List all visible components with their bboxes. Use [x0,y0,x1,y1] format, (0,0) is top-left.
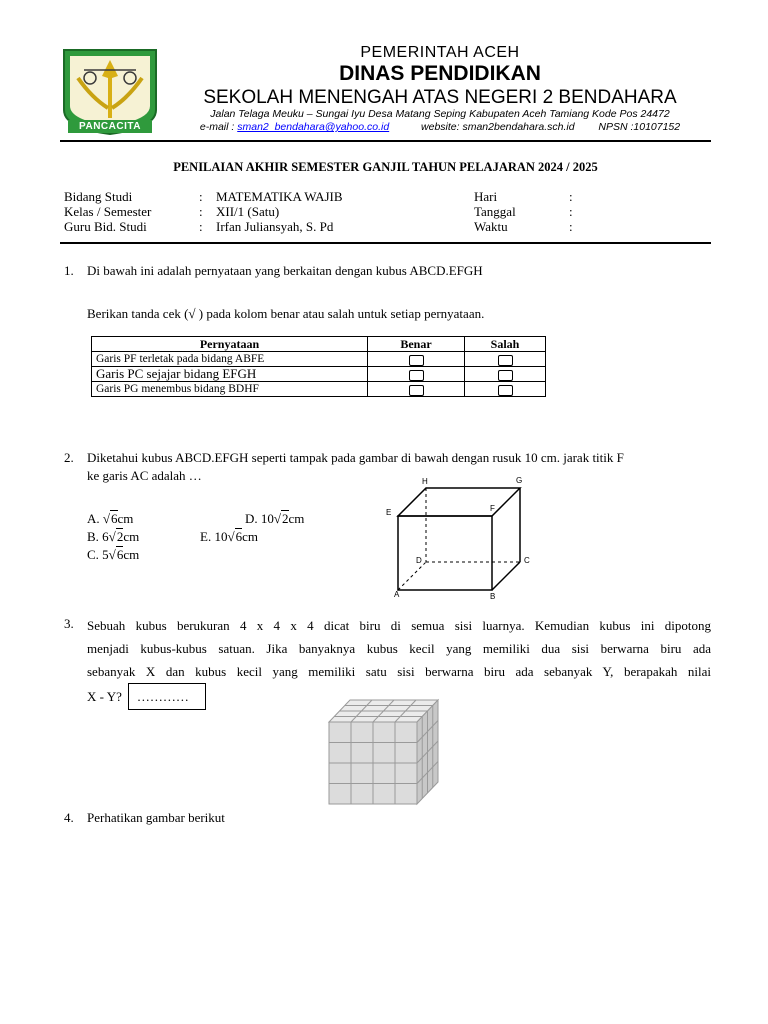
email-link[interactable]: sman2_bendahara@yahoo.co.id [237,121,390,133]
cube-diagram [380,474,540,602]
option-unit: cm [288,511,305,526]
option-a[interactable] [87,509,133,528]
option-e[interactable] [200,527,258,546]
option-coefficient: 10 [260,511,274,526]
statement-text: Garis PC sejajar bidang EFGH [92,367,368,382]
q4-number: 4. [64,810,74,825]
sqrt-icon: √6 [108,547,124,562]
radicand: 2 [116,529,124,544]
info-class-label: Kelas / Semester [64,204,152,219]
school-logo [62,48,158,136]
info-colon: : [569,204,573,219]
q3-line-3: sebanyak X dan kubus kecil yang memiliki satu sisi berwarna biru ada sebanyak Y, berapakah nilai [87,664,711,679]
info-time-label: Waktu [474,219,508,234]
option-coefficient: 5 [102,547,109,562]
true-checkbox[interactable] [409,385,424,396]
info-class-value: XII/1 (Satu) [216,204,280,219]
option-unit: cm [117,511,134,526]
q1-text: Di bawah ini adalah pernyataan yang berkaitan dengan kubus ABCD.EFGH [87,263,483,278]
info-colon: : [199,204,203,219]
option-unit: cm [123,529,140,544]
vertex-label-g: G [516,476,523,485]
option-label: D. [245,511,258,526]
logo-banner-text: PANCACITA [79,121,141,132]
false-checkbox[interactable] [498,355,513,366]
info-teacher-label: Guru Bid. Studi [64,219,147,234]
true-checkbox[interactable] [409,370,424,381]
school-address: Jalan Telaga Meuku – Sungai Iyu Desa Matang Seping Kabupaten Aceh Tamiang Kode Pos 24472 [210,108,670,120]
government-name: PEMERINTAH ACEH [360,44,520,61]
radicand: 6 [235,529,243,544]
q3-line-2: menjadi kubus-kubus satuan. Jika banyaknya kubus kecil yang memiliki dua sisi berwarna biru ada [87,641,711,656]
q3-line-1: Sebuah kubus berukuran 4 x 4 x 4 dicat biru di semua sisi luarnya. Kemudian kubus ini dipotong [87,618,711,633]
sqrt-icon: √6 [102,511,118,526]
statement-table [91,336,546,397]
q2-text-line2: ke garis AC adalah … [87,468,202,483]
header-divider [60,140,711,142]
table-row [92,382,546,397]
option-b[interactable] [87,527,139,546]
option-unit: cm [242,529,258,544]
sqrt-icon: √6 [227,529,243,544]
cube-wireframe [380,474,540,602]
option-c[interactable] [87,545,139,564]
info-subject-value: MATEMATIKA WAJIB [216,189,343,204]
q2-number: 2. [64,450,74,465]
option-coefficient: 6 [102,529,109,544]
npsn-value: NPSN :10107152 [598,121,681,133]
statement-text: Garis PF terletak pada bidang ABFE [92,352,368,367]
school-name: SEKOLAH MENENGAH ATAS NEGERI 2 BENDAHARA [203,87,677,108]
sqrt-icon: √2 [273,511,289,526]
info-teacher-value: Irfan Juliansyah, S. Pd [216,219,334,234]
option-label: E. [200,529,212,544]
q1-number: 1. [64,263,74,278]
option-d[interactable] [245,509,304,528]
vertex-label-h: H [422,477,428,486]
q3-line-4: X - Y? [87,689,122,704]
radicand: 6 [116,547,124,562]
q3-text [87,614,711,710]
q2-text-line1: Diketahui kubus ABCD.EFGH seperti tampak pada gambar di bawah dengan rusuk 10 cm. jarak titik F [87,450,624,465]
option-label: B. [87,529,99,544]
website-value: sman2bendahara.sch.id [462,121,575,133]
exam-title: PENILAIAN AKHIR SEMESTER GANJIL TAHUN PELAJARAN 2024 / 2025 [173,160,598,174]
info-colon: : [569,189,573,204]
table-row [92,352,546,367]
info-date-label: Tanggal [474,204,516,219]
department-name: DINAS PENDIDIKAN [339,62,541,85]
col-header-statement: Pernyataan [92,337,368,352]
q4-text: Perhatikan gambar berikut [87,810,225,825]
true-checkbox[interactable] [409,355,424,366]
vertex-label-c: C [524,556,530,565]
answer-input[interactable]: ………… [128,683,206,710]
info-subject-label: Bidang Studi [64,189,133,204]
email-label: e-mail : [199,121,235,133]
info-divider [60,242,711,244]
q1-instruction: Berikan tanda cek (√ ) pada kolom benar atau salah untuk setiap pernyataan. [87,306,485,321]
radicand: 2 [282,511,289,526]
info-colon: : [199,219,203,234]
vertex-label-f: F [490,504,495,513]
col-header-false: Salah [465,337,546,352]
school-contact [160,121,720,133]
vertex-label-a: A [394,590,400,599]
vertex-label-d: D [416,556,422,565]
q3-number: 3. [64,616,74,631]
col-header-true: Benar [368,337,465,352]
option-label: A. [87,511,100,526]
info-colon: : [569,219,573,234]
radicand: 6 [111,511,118,526]
option-unit: cm [123,547,140,562]
vertex-label-e: E [386,508,392,517]
info-day-label: Hari [474,189,498,204]
false-checkbox[interactable] [498,370,513,381]
sqrt-icon: √2 [108,529,124,544]
table-row [92,367,546,382]
vertex-label-b: B [490,592,496,601]
info-colon: : [199,189,203,204]
false-checkbox[interactable] [498,385,513,396]
option-coefficient: 10 [214,529,228,544]
option-label: C. [87,547,99,562]
rubik-cube-image [326,698,446,806]
website-label: website: [421,121,460,133]
statement-text: Garis PG menembus bidang BDHF [92,382,368,397]
